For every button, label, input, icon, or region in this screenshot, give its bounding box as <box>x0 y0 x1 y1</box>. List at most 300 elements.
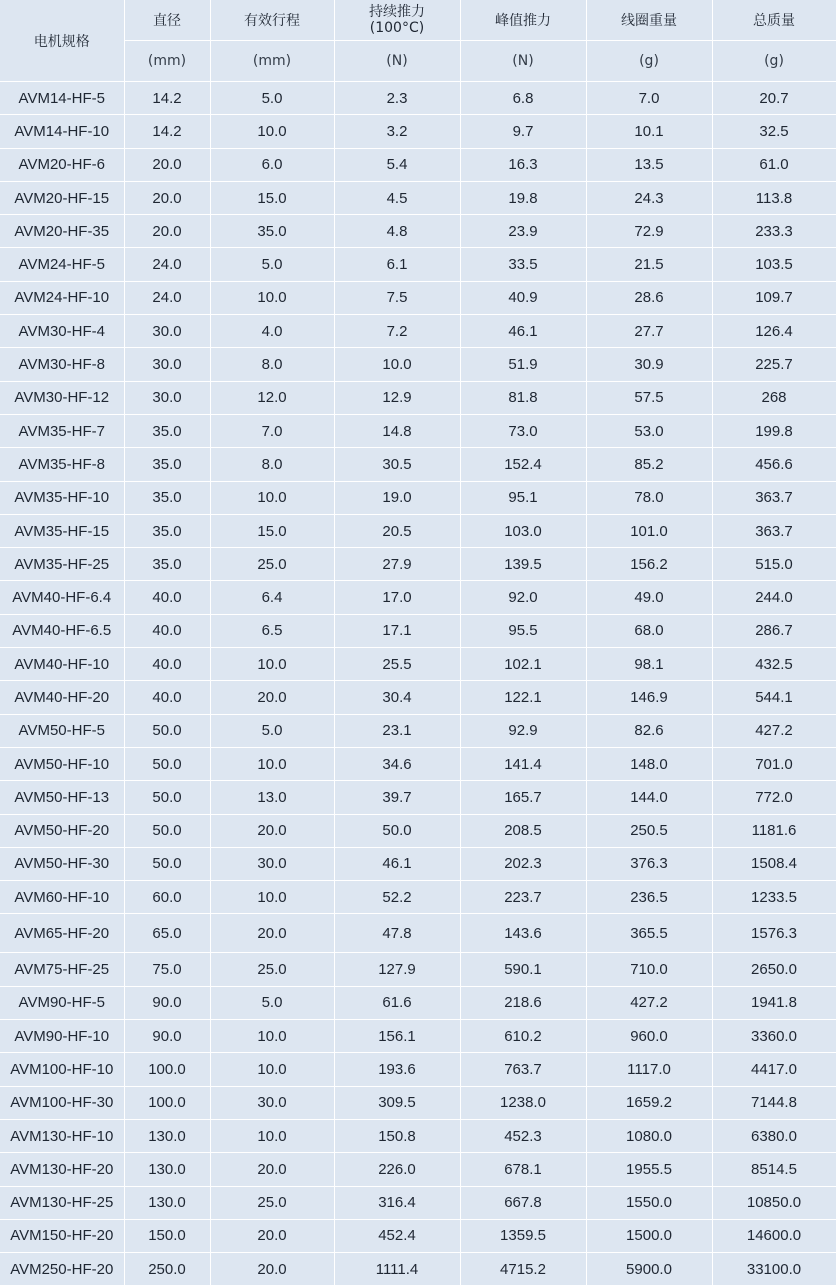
cell-peak-force: 165.7 <box>460 781 586 814</box>
cell-peak-force: 122.1 <box>460 681 586 714</box>
cell-model: AVM35-HF-25 <box>0 548 124 581</box>
cell-continuous-force: 39.7 <box>334 781 460 814</box>
cell-coil-weight: 72.9 <box>586 215 712 248</box>
table-row <box>0 281 836 314</box>
cell-stroke: 10.0 <box>210 1119 334 1152</box>
cell-continuous-force: 226.0 <box>334 1153 460 1186</box>
cell-continuous-force: 452.4 <box>334 1219 460 1252</box>
unit-coil-weight: (g) <box>586 41 712 82</box>
cell-coil-weight: 1117.0 <box>586 1053 712 1086</box>
cell-peak-force: 139.5 <box>460 548 586 581</box>
cell-peak-force: 16.3 <box>460 148 586 181</box>
cell-diameter: 50.0 <box>124 847 210 880</box>
cell-coil-weight: 78.0 <box>586 481 712 514</box>
cell-coil-weight: 427.2 <box>586 986 712 1019</box>
cell-continuous-force: 4.5 <box>334 181 460 214</box>
cell-stroke: 15.0 <box>210 181 334 214</box>
table-row <box>0 681 836 714</box>
cell-model: AVM30-HF-4 <box>0 315 124 348</box>
cell-peak-force: 208.5 <box>460 814 586 847</box>
cell-model: AVM50-HF-5 <box>0 714 124 747</box>
cell-diameter: 35.0 <box>124 548 210 581</box>
cell-model: AVM90-HF-10 <box>0 1020 124 1053</box>
cell-total-mass: 427.2 <box>712 714 836 747</box>
cell-model: AVM60-HF-10 <box>0 881 124 914</box>
cell-stroke: 10.0 <box>210 881 334 914</box>
cell-continuous-force: 17.1 <box>334 614 460 647</box>
table-body <box>0 82 836 1286</box>
table-row <box>0 1086 836 1119</box>
cell-total-mass: 1233.5 <box>712 881 836 914</box>
cell-diameter: 40.0 <box>124 614 210 647</box>
table-row <box>0 648 836 681</box>
cell-total-mass: 432.5 <box>712 648 836 681</box>
cell-peak-force: 143.6 <box>460 914 586 953</box>
header-continuous-force-label: 持续推力 <box>369 4 425 20</box>
cell-continuous-force: 46.1 <box>334 847 460 880</box>
table-row <box>0 953 836 986</box>
cell-stroke: 5.0 <box>210 986 334 1019</box>
cell-peak-force: 46.1 <box>460 315 586 348</box>
cell-peak-force: 202.3 <box>460 847 586 880</box>
cell-total-mass: 515.0 <box>712 548 836 581</box>
header-label-row <box>0 0 836 41</box>
cell-model: AVM24-HF-10 <box>0 281 124 314</box>
cell-coil-weight: 1659.2 <box>586 1086 712 1119</box>
cell-stroke: 10.0 <box>210 648 334 681</box>
header-stroke: 有效行程 <box>210 0 334 41</box>
cell-stroke: 20.0 <box>210 1153 334 1186</box>
cell-diameter: 30.0 <box>124 315 210 348</box>
cell-model: AVM50-HF-13 <box>0 781 124 814</box>
unit-diameter: (mm) <box>124 41 210 82</box>
cell-peak-force: 73.0 <box>460 414 586 447</box>
cell-coil-weight: 57.5 <box>586 381 712 414</box>
cell-diameter: 40.0 <box>124 681 210 714</box>
cell-diameter: 20.0 <box>124 181 210 214</box>
cell-coil-weight: 49.0 <box>586 581 712 614</box>
table-row <box>0 1186 836 1219</box>
cell-diameter: 35.0 <box>124 481 210 514</box>
cell-total-mass: 2650.0 <box>712 953 836 986</box>
table-row <box>0 714 836 747</box>
cell-coil-weight: 144.0 <box>586 781 712 814</box>
cell-stroke: 5.0 <box>210 714 334 747</box>
cell-model: AVM30-HF-12 <box>0 381 124 414</box>
table-row <box>0 614 836 647</box>
cell-total-mass: 244.0 <box>712 581 836 614</box>
cell-total-mass: 126.4 <box>712 315 836 348</box>
cell-coil-weight: 236.5 <box>586 881 712 914</box>
cell-peak-force: 9.7 <box>460 115 586 148</box>
cell-total-mass: 61.0 <box>712 148 836 181</box>
cell-continuous-force: 127.9 <box>334 953 460 986</box>
table-row <box>0 847 836 880</box>
cell-peak-force: 1238.0 <box>460 1086 586 1119</box>
cell-model: AVM100-HF-10 <box>0 1053 124 1086</box>
cell-total-mass: 20.7 <box>712 82 836 115</box>
cell-continuous-force: 6.1 <box>334 248 460 281</box>
cell-total-mass: 225.7 <box>712 348 836 381</box>
cell-stroke: 10.0 <box>210 481 334 514</box>
cell-diameter: 35.0 <box>124 414 210 447</box>
cell-peak-force: 6.8 <box>460 82 586 115</box>
cell-coil-weight: 101.0 <box>586 514 712 547</box>
cell-diameter: 40.0 <box>124 648 210 681</box>
cell-model: AVM35-HF-7 <box>0 414 124 447</box>
cell-coil-weight: 146.9 <box>586 681 712 714</box>
cell-model: AVM40-HF-10 <box>0 648 124 681</box>
cell-diameter: 50.0 <box>124 814 210 847</box>
cell-stroke: 20.0 <box>210 1219 334 1252</box>
unit-continuous-force: (N) <box>334 41 460 82</box>
cell-coil-weight: 98.1 <box>586 648 712 681</box>
cell-total-mass: 1941.8 <box>712 986 836 1019</box>
cell-continuous-force: 52.2 <box>334 881 460 914</box>
cell-peak-force: 678.1 <box>460 1153 586 1186</box>
cell-continuous-force: 150.8 <box>334 1119 460 1152</box>
cell-stroke: 13.0 <box>210 781 334 814</box>
cell-model: AVM150-HF-20 <box>0 1219 124 1252</box>
cell-model: AVM130-HF-25 <box>0 1186 124 1219</box>
table-row <box>0 248 836 281</box>
unit-peak-force: (N) <box>460 41 586 82</box>
cell-diameter: 30.0 <box>124 381 210 414</box>
cell-total-mass: 1181.6 <box>712 814 836 847</box>
table-row <box>0 814 836 847</box>
cell-model: AVM35-HF-8 <box>0 448 124 481</box>
cell-diameter: 75.0 <box>124 953 210 986</box>
cell-total-mass: 1576.3 <box>712 914 836 953</box>
table-row <box>0 1053 836 1086</box>
cell-model: AVM35-HF-15 <box>0 514 124 547</box>
cell-coil-weight: 53.0 <box>586 414 712 447</box>
cell-coil-weight: 376.3 <box>586 847 712 880</box>
cell-stroke: 10.0 <box>210 115 334 148</box>
cell-peak-force: 218.6 <box>460 986 586 1019</box>
cell-peak-force: 223.7 <box>460 881 586 914</box>
cell-stroke: 5.0 <box>210 82 334 115</box>
cell-coil-weight: 1955.5 <box>586 1153 712 1186</box>
cell-model: AVM14-HF-5 <box>0 82 124 115</box>
cell-stroke: 8.0 <box>210 348 334 381</box>
cell-model: AVM20-HF-35 <box>0 215 124 248</box>
cell-coil-weight: 28.6 <box>586 281 712 314</box>
cell-total-mass: 113.8 <box>712 181 836 214</box>
cell-diameter: 60.0 <box>124 881 210 914</box>
cell-coil-weight: 68.0 <box>586 614 712 647</box>
cell-continuous-force: 47.8 <box>334 914 460 953</box>
header-motor-spec: 电机规格 <box>0 0 124 82</box>
cell-peak-force: 81.8 <box>460 381 586 414</box>
cell-stroke: 10.0 <box>210 1020 334 1053</box>
cell-model: AVM65-HF-20 <box>0 914 124 953</box>
cell-stroke: 6.0 <box>210 148 334 181</box>
cell-peak-force: 33.5 <box>460 248 586 281</box>
cell-coil-weight: 13.5 <box>586 148 712 181</box>
cell-total-mass: 4417.0 <box>712 1053 836 1086</box>
table-row <box>0 82 836 115</box>
cell-continuous-force: 27.9 <box>334 548 460 581</box>
cell-stroke: 10.0 <box>210 747 334 780</box>
cell-coil-weight: 85.2 <box>586 448 712 481</box>
cell-stroke: 6.4 <box>210 581 334 614</box>
cell-diameter: 20.0 <box>124 148 210 181</box>
cell-diameter: 250.0 <box>124 1253 210 1286</box>
cell-peak-force: 452.3 <box>460 1119 586 1152</box>
table-row <box>0 381 836 414</box>
cell-model: AVM20-HF-15 <box>0 181 124 214</box>
cell-model: AVM130-HF-10 <box>0 1119 124 1152</box>
cell-stroke: 30.0 <box>210 1086 334 1119</box>
cell-stroke: 7.0 <box>210 414 334 447</box>
cell-coil-weight: 250.5 <box>586 814 712 847</box>
header-total-mass: 总质量 <box>712 0 836 41</box>
cell-diameter: 150.0 <box>124 1219 210 1252</box>
cell-peak-force: 92.9 <box>460 714 586 747</box>
cell-stroke: 8.0 <box>210 448 334 481</box>
cell-total-mass: 1508.4 <box>712 847 836 880</box>
cell-coil-weight: 5900.0 <box>586 1253 712 1286</box>
cell-total-mass: 456.6 <box>712 448 836 481</box>
table-row <box>0 1020 836 1053</box>
cell-continuous-force: 23.1 <box>334 714 460 747</box>
cell-peak-force: 763.7 <box>460 1053 586 1086</box>
cell-total-mass: 772.0 <box>712 781 836 814</box>
cell-continuous-force: 17.0 <box>334 581 460 614</box>
cell-peak-force: 1359.5 <box>460 1219 586 1252</box>
cell-stroke: 35.0 <box>210 215 334 248</box>
cell-peak-force: 102.1 <box>460 648 586 681</box>
cell-diameter: 130.0 <box>124 1119 210 1152</box>
cell-total-mass: 701.0 <box>712 747 836 780</box>
cell-diameter: 50.0 <box>124 747 210 780</box>
cell-diameter: 50.0 <box>124 714 210 747</box>
cell-stroke: 10.0 <box>210 1053 334 1086</box>
table-row <box>0 1253 836 1286</box>
cell-total-mass: 268 <box>712 381 836 414</box>
cell-model: AVM50-HF-20 <box>0 814 124 847</box>
cell-total-mass: 199.8 <box>712 414 836 447</box>
cell-continuous-force: 193.6 <box>334 1053 460 1086</box>
cell-model: AVM40-HF-6.4 <box>0 581 124 614</box>
cell-peak-force: 152.4 <box>460 448 586 481</box>
cell-diameter: 35.0 <box>124 514 210 547</box>
cell-stroke: 20.0 <box>210 1253 334 1286</box>
table-row <box>0 581 836 614</box>
cell-peak-force: 667.8 <box>460 1186 586 1219</box>
cell-coil-weight: 30.9 <box>586 348 712 381</box>
cell-diameter: 35.0 <box>124 448 210 481</box>
cell-total-mass: 286.7 <box>712 614 836 647</box>
cell-diameter: 20.0 <box>124 215 210 248</box>
cell-stroke: 20.0 <box>210 681 334 714</box>
cell-continuous-force: 309.5 <box>334 1086 460 1119</box>
cell-stroke: 6.5 <box>210 614 334 647</box>
cell-diameter: 14.2 <box>124 82 210 115</box>
cell-diameter: 65.0 <box>124 914 210 953</box>
cell-peak-force: 51.9 <box>460 348 586 381</box>
cell-peak-force: 141.4 <box>460 747 586 780</box>
cell-total-mass: 8514.5 <box>712 1153 836 1186</box>
table-row <box>0 1153 836 1186</box>
cell-coil-weight: 24.3 <box>586 181 712 214</box>
cell-peak-force: 19.8 <box>460 181 586 214</box>
cell-coil-weight: 10.1 <box>586 115 712 148</box>
cell-peak-force: 92.0 <box>460 581 586 614</box>
cell-peak-force: 95.1 <box>460 481 586 514</box>
cell-coil-weight: 1500.0 <box>586 1219 712 1252</box>
table-row <box>0 781 836 814</box>
cell-total-mass: 544.1 <box>712 681 836 714</box>
cell-continuous-force: 30.5 <box>334 448 460 481</box>
table-row <box>0 115 836 148</box>
cell-total-mass: 233.3 <box>712 215 836 248</box>
cell-continuous-force: 1111.4 <box>334 1253 460 1286</box>
cell-stroke: 20.0 <box>210 814 334 847</box>
header-coil-weight: 线圈重量 <box>586 0 712 41</box>
cell-model: AVM50-HF-30 <box>0 847 124 880</box>
cell-peak-force: 610.2 <box>460 1020 586 1053</box>
table-row <box>0 548 836 581</box>
cell-continuous-force: 30.4 <box>334 681 460 714</box>
cell-diameter: 90.0 <box>124 1020 210 1053</box>
cell-continuous-force: 34.6 <box>334 747 460 780</box>
cell-model: AVM40-HF-6.5 <box>0 614 124 647</box>
cell-peak-force: 103.0 <box>460 514 586 547</box>
cell-continuous-force: 2.3 <box>334 82 460 115</box>
cell-continuous-force: 156.1 <box>334 1020 460 1053</box>
cell-diameter: 100.0 <box>124 1086 210 1119</box>
cell-diameter: 24.0 <box>124 248 210 281</box>
cell-total-mass: 10850.0 <box>712 1186 836 1219</box>
table-row <box>0 914 836 953</box>
cell-stroke: 10.0 <box>210 281 334 314</box>
table-row <box>0 514 836 547</box>
cell-continuous-force: 20.5 <box>334 514 460 547</box>
cell-coil-weight: 27.7 <box>586 315 712 348</box>
cell-model: AVM130-HF-20 <box>0 1153 124 1186</box>
cell-continuous-force: 4.8 <box>334 215 460 248</box>
table-row <box>0 1119 836 1152</box>
cell-model: AVM40-HF-20 <box>0 681 124 714</box>
cell-stroke: 30.0 <box>210 847 334 880</box>
table-row <box>0 348 836 381</box>
cell-continuous-force: 7.5 <box>334 281 460 314</box>
table-row <box>0 1219 836 1252</box>
cell-stroke: 5.0 <box>210 248 334 281</box>
cell-stroke: 25.0 <box>210 1186 334 1219</box>
cell-diameter: 50.0 <box>124 781 210 814</box>
cell-peak-force: 95.5 <box>460 614 586 647</box>
cell-coil-weight: 1080.0 <box>586 1119 712 1152</box>
header-peak-force: 峰值推力 <box>460 0 586 41</box>
cell-total-mass: 3360.0 <box>712 1020 836 1053</box>
cell-stroke: 15.0 <box>210 514 334 547</box>
table-row <box>0 315 836 348</box>
cell-total-mass: 109.7 <box>712 281 836 314</box>
cell-coil-weight: 82.6 <box>586 714 712 747</box>
cell-continuous-force: 50.0 <box>334 814 460 847</box>
cell-stroke: 4.0 <box>210 315 334 348</box>
header-diameter: 直径 <box>124 0 210 41</box>
table-row <box>0 215 836 248</box>
cell-model: AVM75-HF-25 <box>0 953 124 986</box>
table-row <box>0 181 836 214</box>
cell-continuous-force: 7.2 <box>334 315 460 348</box>
cell-coil-weight: 156.2 <box>586 548 712 581</box>
cell-continuous-force: 12.9 <box>334 381 460 414</box>
cell-total-mass: 363.7 <box>712 514 836 547</box>
cell-stroke: 25.0 <box>210 953 334 986</box>
table-row <box>0 986 836 1019</box>
table-row <box>0 148 836 181</box>
cell-coil-weight: 148.0 <box>586 747 712 780</box>
table-row <box>0 414 836 447</box>
cell-continuous-force: 316.4 <box>334 1186 460 1219</box>
cell-coil-weight: 960.0 <box>586 1020 712 1053</box>
cell-stroke: 25.0 <box>210 548 334 581</box>
cell-model: AVM30-HF-8 <box>0 348 124 381</box>
cell-model: AVM50-HF-10 <box>0 747 124 780</box>
cell-diameter: 30.0 <box>124 348 210 381</box>
cell-stroke: 12.0 <box>210 381 334 414</box>
table-header <box>0 0 836 82</box>
cell-continuous-force: 5.4 <box>334 148 460 181</box>
cell-coil-weight: 7.0 <box>586 82 712 115</box>
cell-continuous-force: 19.0 <box>334 481 460 514</box>
header-continuous-force <box>334 0 460 41</box>
cell-total-mass: 33100.0 <box>712 1253 836 1286</box>
cell-diameter: 90.0 <box>124 986 210 1019</box>
cell-total-mass: 32.5 <box>712 115 836 148</box>
cell-coil-weight: 710.0 <box>586 953 712 986</box>
cell-continuous-force: 10.0 <box>334 348 460 381</box>
cell-total-mass: 14600.0 <box>712 1219 836 1252</box>
cell-stroke: 20.0 <box>210 914 334 953</box>
cell-diameter: 24.0 <box>124 281 210 314</box>
cell-coil-weight: 21.5 <box>586 248 712 281</box>
table-row <box>0 481 836 514</box>
cell-model: AVM35-HF-10 <box>0 481 124 514</box>
cell-coil-weight: 365.5 <box>586 914 712 953</box>
cell-peak-force: 23.9 <box>460 215 586 248</box>
cell-model: AVM24-HF-5 <box>0 248 124 281</box>
table-row <box>0 448 836 481</box>
header-continuous-force-temp: (100°C) <box>369 20 425 36</box>
cell-diameter: 14.2 <box>124 115 210 148</box>
cell-diameter: 130.0 <box>124 1186 210 1219</box>
cell-model: AVM90-HF-5 <box>0 986 124 1019</box>
cell-model: AVM250-HF-20 <box>0 1253 124 1286</box>
cell-total-mass: 6380.0 <box>712 1119 836 1152</box>
cell-coil-weight: 1550.0 <box>586 1186 712 1219</box>
header-unit-row <box>0 41 836 82</box>
cell-peak-force: 40.9 <box>460 281 586 314</box>
cell-diameter: 100.0 <box>124 1053 210 1086</box>
cell-diameter: 40.0 <box>124 581 210 614</box>
cell-continuous-force: 3.2 <box>334 115 460 148</box>
unit-stroke: (mm) <box>210 41 334 82</box>
table-row <box>0 881 836 914</box>
cell-total-mass: 103.5 <box>712 248 836 281</box>
cell-continuous-force: 61.6 <box>334 986 460 1019</box>
cell-total-mass: 363.7 <box>712 481 836 514</box>
cell-model: AVM20-HF-6 <box>0 148 124 181</box>
cell-model: AVM100-HF-30 <box>0 1086 124 1119</box>
cell-model: AVM14-HF-10 <box>0 115 124 148</box>
unit-total-mass: (g) <box>712 41 836 82</box>
